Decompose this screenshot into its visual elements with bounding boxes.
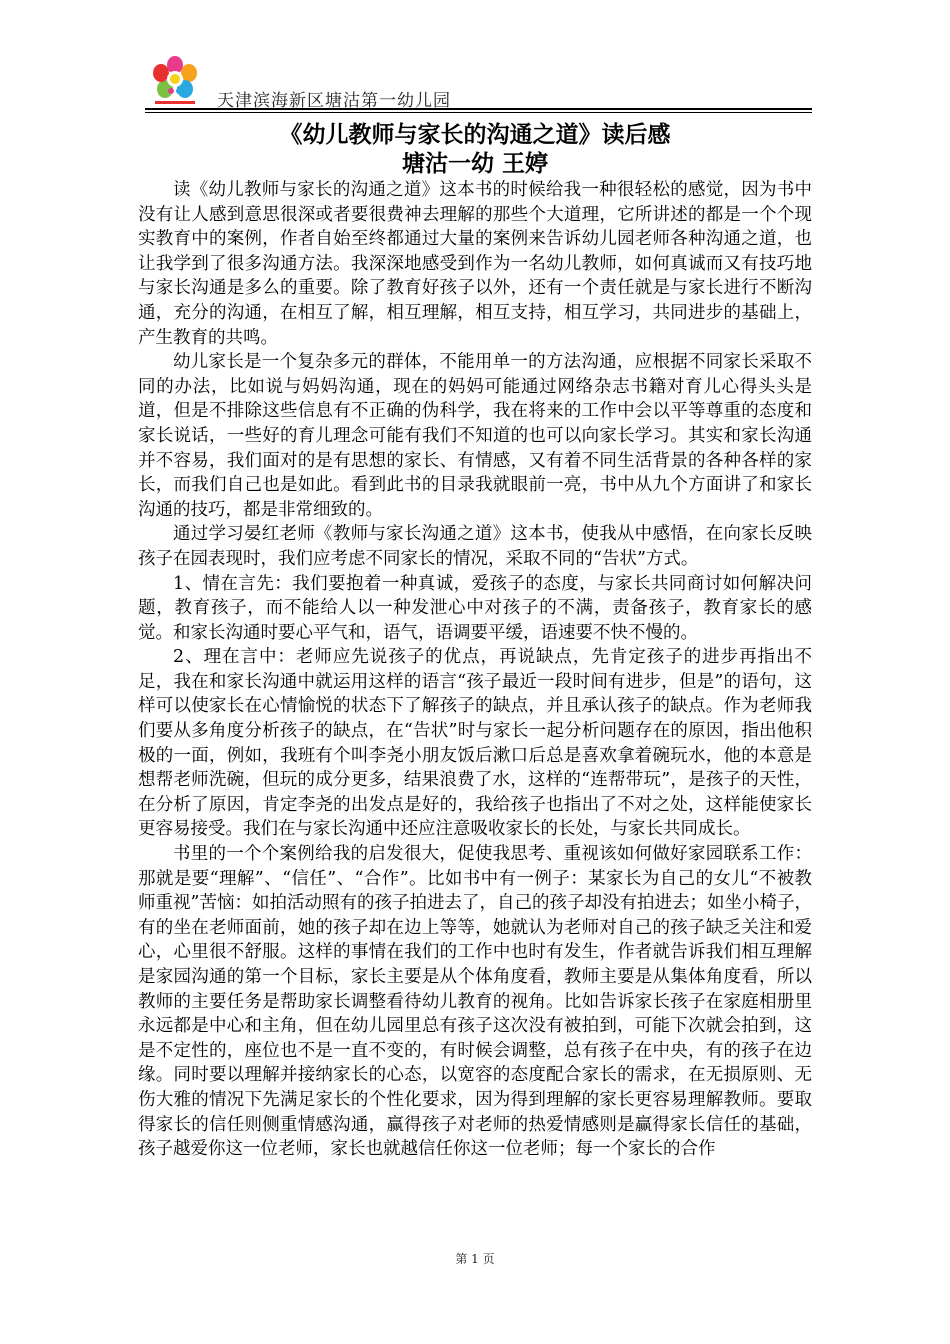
document-author: 塘沽一幼 王婷 [401,151,548,177]
paragraph: 幼儿家长是一个复杂多元的群体，不能用单一的方法沟通，应根据不同家长采取不同的办法，比如说与妈妈沟通，现在的妈妈可能通过网络杂志书籍对育儿心得头头是道，但是不排除这些信息有不正确的伪科学，我在将来的工作中会以平等尊重的态度和家长说话，一些好的育儿理念可能有我们不知道的也可以向家长学习。其实和家长沟通并不容易，我们面对的是有思想的家长、有情感，又有着不同生活背景的各种各样的家长，而我们自己也是如此。看到此书的目录我就眼前一亮，书中从九个方面讲了和家长沟通的技巧，都是非常细致的。 [138,352,812,520]
paragraph: 1、情在言先：我们要抱着一种真诚，爱孩子的态度，与家长共同商讨如何解决问题，教育孩子，而不能给人以一种发泄心中对孩子的不满，责备孩子，教育家长的感觉。和家长沟通时要心平气和，语气，语调要平缓，语速要不快不慢的。 [138,573,812,643]
paragraph: 2、理在言中：老师应先说孩子的优点，再说缺点，先肯定孩子的进步再指出不足，我在和家长沟通中就运用这样的语言“孩子最近一段时间有进步，但是”的语句，这样可以使家长在心情愉悦的状态下了解孩子的缺点，并且承认孩子的缺点。作为老师我们要从多角度分析孩子的缺点，在“告状”时与家长一起分析问题存在的原因，指出他积极的一面，例如，我班有个叫李尧小朋友饭后漱口后总是喜欢拿着碗玩水，他的本意是想帮老师洗碗，但玩的成分更多，结果浪费了水，这样的“连帮带玩”，是孩子的天性，在分析了原因，肯定李尧的出发点是好的，我给孩子也指出了不对之处，这样能使家长更容易接受。我们在与家长沟通中还应注意吸收家长的长处，与家长共同成长。 [138,647,812,840]
paragraph: 书里的一个个案例给我的启发很大，促使我思考、重视该如何做好家园联系工作：那就是要“理解”、“信任”、“合作”。比如书中有一例子：某家长为自己的女儿“不被教师重视”苦恼：如拍活动照有的孩子拍进去了，自己的孩子却没有拍进去；如坐小椅子，有的坐在老师面前，她的孩子却在边上等等，她就认为老师对自己的孩子缺乏关注和爱心，心里很不舒服。这样的事情在我们的工作中也时有发生，作者就告诉我们相互理解是家园沟通的第一个目标，家长主要是从个体角度看，教师主要是从集体角度看，所以教师的主要任务是帮助家长调整看待幼儿教育的视角。比如告诉家长孩子在家庭相册里永远都是中心和主角，但在幼儿园里总有孩子这次没有被拍到，可能下次就会拍到，这是不定性的，座位也不是一直不变的，有时候会调整，总有孩子在中央，有的孩子在边缘。同时要以理解并接纳家长的心态，以宽容的态度配合家长的需求，在无损原则、无伤大雅的情况下先满足家长的个性化要求，因为得到理解的家长更容易理解教师。要取得家长的信任则侧重情感沟通，赢得孩子对老师的热爱情感则是赢得家长信任的基础，孩子越爱你这一位老师，家长也就越信任你这一位老师；每一个家长的合作 [138,844,812,1160]
flower-logo-icon [145,55,205,107]
page-header [145,55,812,111]
document-body [138,178,812,1162]
paragraph: 通过学习晏红老师《教师与家长沟通之道》这本书，使我从中感悟，在向家长反映孩子在园表现时，我们应考虑不同家长的情况，采取不同的“告状”方式。 [138,524,812,569]
header-divider-thin [145,112,812,113]
page-number: 第 1 页 [455,1252,495,1266]
school-name: 天津滨海新区塘沽第一幼儿园 [217,91,451,111]
paragraph: 读《幼儿教师与家长的沟通之道》这本书的时候给我一种很轻松的感觉，因为书中没有让人感到意思很深或者要很费神去理解的那些个大道理，它所讲述的都是一个个现实教育中的案例，作者自始至终都通过大量的案例来告诉幼儿园老师各种沟通之道，也让我学到了很多沟通方法。我深深地感受到作为一名幼儿教师，如何真诚而又有技巧地与家长沟通是多么的重要。除了教育好孩子以外，还有一个责任就是与家长进行不断沟通，充分的沟通，在相互了解，相互理解，相互支持，相互学习，共同进步的基础上，产生教育的共鸣。 [138,180,812,348]
header-divider [145,108,812,110]
document-title: 《幼儿教师与家长的沟通之道》读后感 [279,122,671,148]
